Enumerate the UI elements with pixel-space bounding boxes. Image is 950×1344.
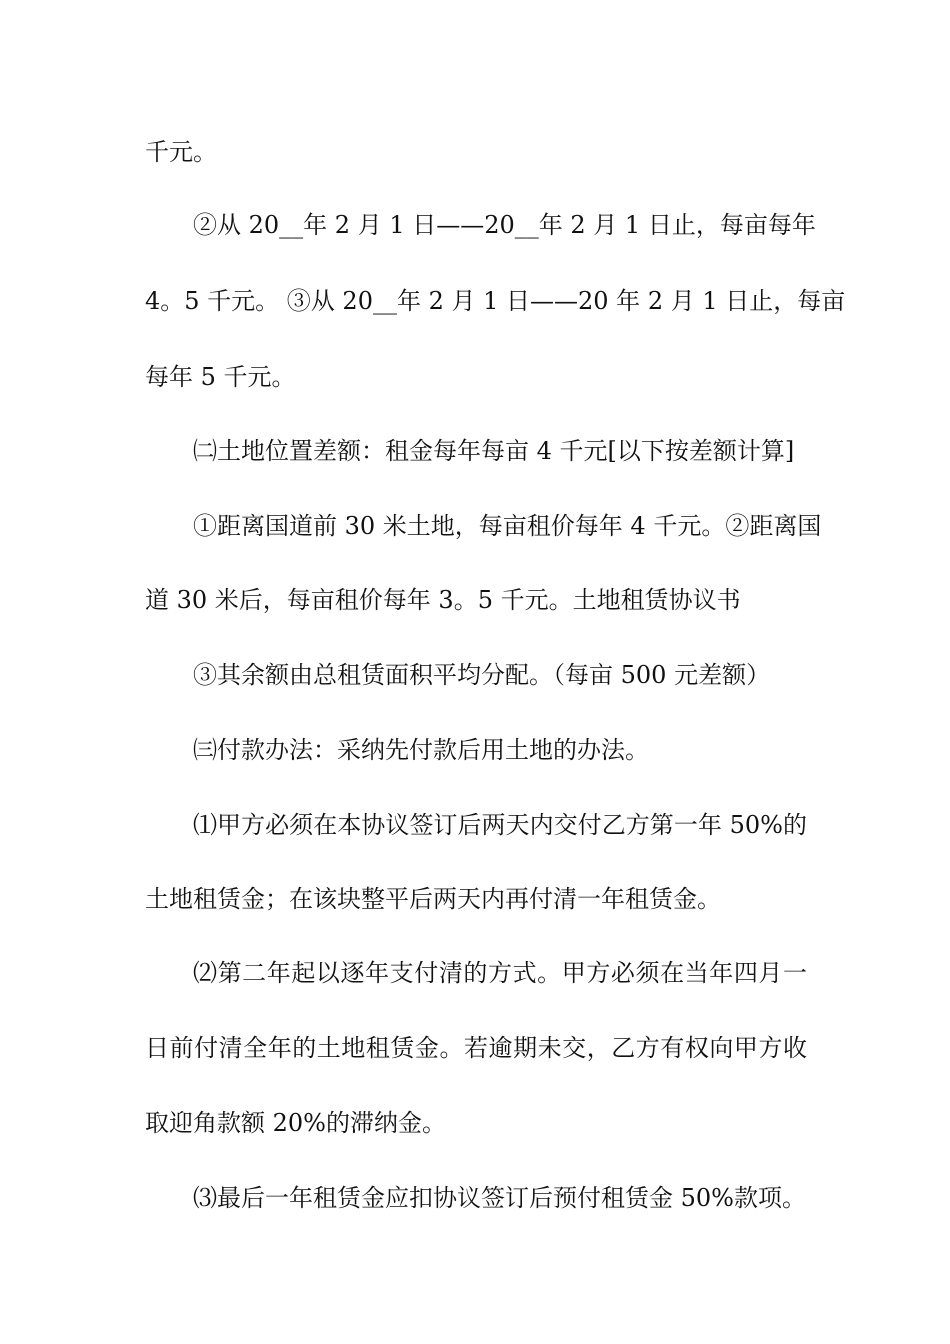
text-line: 取迎角款额 20%的滞纳金。 bbox=[145, 1109, 446, 1137]
text-line: ㈡土地位置差额：租金每年每亩 4 千元[以下按差额计算] bbox=[193, 437, 795, 465]
text-line: ⑶最后一年租赁金应扣协议签订后预付租赁金 50%款项。 bbox=[193, 1184, 806, 1212]
text-line: ⑵第二年起以逐年支付清的方式。甲方必须在当年四月一 bbox=[193, 959, 807, 987]
text-line: ㈢付款办法：采纳先付款后用土地的办法。 bbox=[193, 736, 649, 764]
text-line: 日前付清全年的土地租赁金。若逾期未交，乙方有权向甲方收 bbox=[145, 1034, 807, 1062]
text-line: ③其余额由总租赁面积平均分配。（每亩 500 元差额） bbox=[193, 661, 771, 689]
text-line: 土地租赁金；在该块整平后两天内再付清一年租赁金。 bbox=[145, 885, 721, 913]
text-line: 4。5 千元。 ③从 20__年 2 月 1 日——20 年 2 月 1 日止，每亩 bbox=[145, 287, 846, 315]
text-line: 道 30 米后，每亩租价每年 3。5 千元。土地租赁协议书 bbox=[145, 586, 741, 614]
text-line: ①距离国道前 30 米土地，每亩租价每年 4 千元。②距离国 bbox=[193, 512, 822, 540]
text-line: ②从 20__年 2 月 1 日——20__年 2 月 1 日止，每亩每年 bbox=[193, 211, 816, 239]
text-line: 每年 5 千元。 bbox=[145, 363, 296, 391]
text-line: ⑴甲方必须在本协议签订后两天内交付乙方第一年 50%的 bbox=[193, 811, 807, 839]
text-line: 千元。 bbox=[145, 138, 217, 166]
